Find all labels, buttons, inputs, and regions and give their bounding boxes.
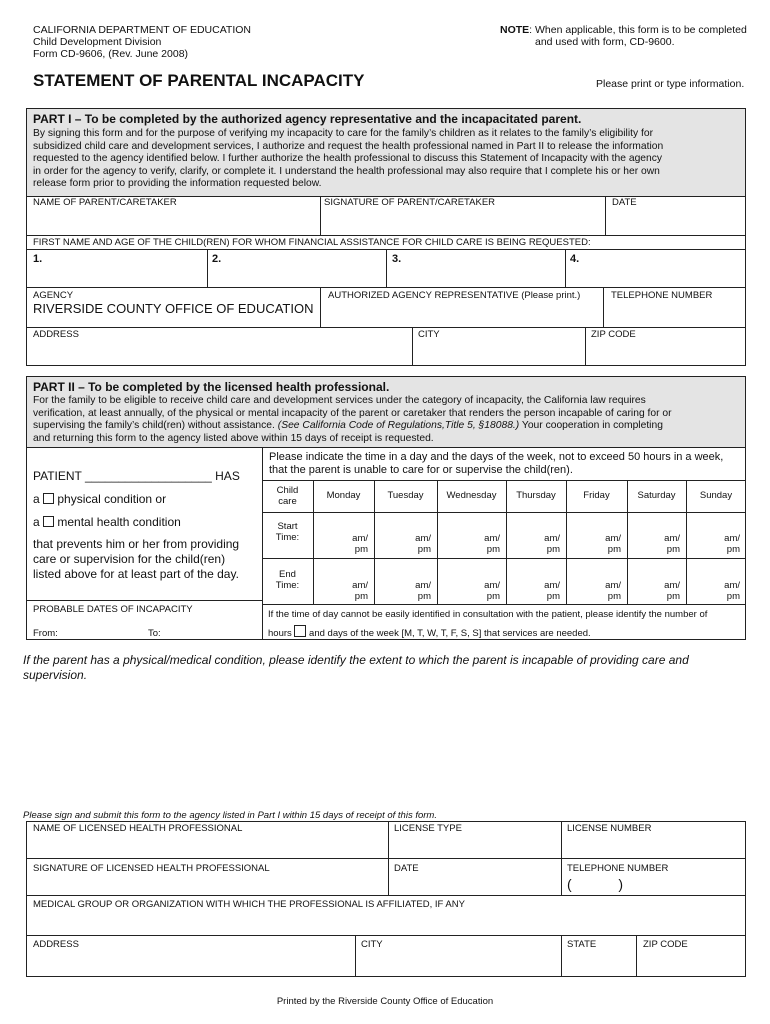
child-1-number: 1. [33,253,43,265]
schedule-instruction-line: Please indicate the time in a day and the days of the week, not to exceed 50 hours in a week, [269,451,724,463]
row-header-line: care [278,496,297,507]
physical-option [33,492,166,506]
am-label: am/ [605,533,621,544]
am-label: am/ [664,580,680,591]
parent-signature-label: SIGNATURE OF PARENT/CARETAKER [324,197,496,208]
day-friday: Friday [583,490,610,501]
child-2-field[interactable] [225,252,383,284]
hp-state-label: STATE [567,939,597,950]
part2-text-segment: supervising the family’s child(ren) without assistance. [33,420,278,432]
day-sunday: Sunday [699,490,733,501]
child-1-field[interactable] [46,252,204,284]
mental-label: mental health condition [57,515,181,529]
am-label: am/ [724,533,740,544]
child-care-row-header [262,485,313,507]
part1-text-line: subsidized child care and development services, I authorize and request the health professional named in Part II to release the information [33,140,664,152]
hp-zip-label: ZIP CODE [643,939,688,950]
end-time-cell[interactable] [374,580,431,602]
note-text: : When applicable, this form is to be completed [529,24,747,36]
start-time-cell[interactable] [686,533,740,555]
agency-phone-field[interactable] [607,304,743,324]
agency-value[interactable]: RIVERSIDE COUNTY OFFICE OF EDUCATION [33,301,314,316]
start-time-cell[interactable] [506,533,560,555]
prevents-line: listed above for at least part of the day. [33,567,239,581]
pm-label: pm [354,591,368,602]
medical-group-label: MEDICAL GROUP OR ORGANIZATION WITH WHICH THE PROFESSIONAL IS AFFILIATED, IF ANY [33,899,465,910]
day-monday: Monday [326,490,361,501]
hp-signature-field[interactable] [30,874,385,893]
day-saturday: Saturday [637,490,676,501]
print-hint: Please print or type information. [596,78,745,90]
start-time-cell[interactable] [627,533,680,555]
am-label: am/ [605,580,621,591]
hp-signature-label: SIGNATURE OF LICENSED HEALTH PROFESSIONAL [33,863,270,874]
pm-label: pm [486,591,500,602]
patient-line: PATIENT ___________________ HAS [33,469,240,483]
division-name: Child Development Division [33,36,162,48]
child-2-number: 2. [212,253,222,265]
agency-address-field[interactable] [30,342,409,362]
part2-text-line [33,420,743,433]
children-label: FIRST NAME AND AGE OF THE CHILD(REN) FOR WHOM FINANCIAL ASSISTANCE FOR CHILD CARE IS BEING REQUESTED: [33,237,591,248]
printed-by-footer: Printed by the Riverside County Office of Education [276,996,494,1007]
agency-zip-label: ZIP CODE [591,329,636,340]
pm-label: pm [546,591,560,602]
hp-name-field[interactable] [30,836,385,856]
part2-text-line: verification, at least annually, of the physical or mental incapacity of the parent or caretaker that renders the person incapable of caring for or [33,407,672,419]
license-type-field[interactable] [392,836,558,856]
sign-note: Please sign and submit this form to the agency listed in Part I within 15 days of receipt of this form. [23,810,437,821]
end-time-cell[interactable] [313,580,368,602]
parent-date-field[interactable] [609,210,743,232]
am-label: am/ [352,580,368,591]
pm-label: pm [417,544,431,555]
am-label: am/ [352,533,368,544]
end-time-cell[interactable] [506,580,560,602]
schedule-instructions [269,451,723,477]
physical-extent-line: If the parent has a physical/medical condition, please identify the extent to which the parent is incapable of providing care and [23,653,689,667]
row-header-line: Time: [275,532,300,543]
agency-city-field[interactable] [416,342,582,362]
row-header-line: End [279,569,296,580]
agency-address-label: ADDRESS [33,329,79,340]
am-label: am/ [415,580,431,591]
pm-label: pm [666,544,680,555]
hp-state-field[interactable] [565,952,633,974]
pm-label: pm [726,591,740,602]
prevents-line: care or supervision for the child(ren) [33,552,226,566]
row-header-line: Time: [275,580,300,591]
schedule-instruction-line: that the parent is unable to care for or supervise the child(ren). [269,464,573,476]
am-label: am/ [544,533,560,544]
dept-name: CALIFORNIA DEPARTMENT OF EDUCATION [33,24,251,36]
note-label: NOTE [500,24,530,36]
parent-name-field[interactable] [30,210,316,232]
license-type-label: LICENSE TYPE [394,823,462,834]
to-date-field[interactable] [165,622,259,638]
prevents-line: that prevents him or her from providing [33,537,240,551]
child-4-number: 4. [570,253,580,265]
row-header-line: Start [277,521,298,532]
end-time-cell[interactable] [566,580,621,602]
day-thursday: Thursday [516,490,556,501]
hours-box[interactable] [294,625,306,637]
start-time-cell[interactable] [313,533,368,555]
note [500,24,747,36]
am-label: am/ [484,533,500,544]
am-label: am/ [544,580,560,591]
part2-text-segment: Your cooperation in completing [519,420,663,432]
part1-text-line: in order for the agency to verify, clarify, or complete it. I understand the health professional may also require that I complete his or her own [33,165,660,177]
agency-city-label: CITY [418,329,440,340]
start-time-cell[interactable] [566,533,621,555]
from-label: From: [33,628,58,639]
child-4-field[interactable] [583,252,743,284]
cannot-identify-text: If the time of day cannot be easily identified in consultation with the patient, please identify the number of [268,609,708,620]
physical-checkbox[interactable] [43,493,54,504]
pm-label: pm [726,544,740,555]
hp-phone-label: TELEPHONE NUMBER [567,863,669,874]
part1-text-line: release form prior to providing the information requested below. [33,178,322,190]
part2-text [33,395,743,445]
hp-date-field[interactable] [392,874,558,893]
pm-label: pm [607,591,621,602]
to-label: To: [148,628,161,639]
prevents-text [33,537,239,582]
hours-label: hours [268,628,292,639]
physical-a: a [33,492,40,506]
physical-extent-field[interactable] [23,688,745,806]
license-number-label: LICENSE NUMBER [567,823,652,834]
end-time-cell[interactable] [686,580,740,602]
day-wednesday: Wednesday [446,490,497,501]
hp-city-field[interactable] [359,952,558,974]
hp-phone-field[interactable]: ( ) [567,876,623,892]
medical-group-field[interactable] [30,912,743,932]
hours-line [268,625,591,639]
part2-title: PART II – To be completed by the licensed health professional. [33,380,390,394]
am-label: am/ [415,533,431,544]
start-time-cell[interactable] [374,533,431,555]
parent-name-label: NAME OF PARENT/CARETAKER [33,197,177,208]
from-date-field[interactable] [62,622,144,638]
page-title: STATEMENT OF PARENTAL INCAPACITY [33,71,365,90]
part1-title: PART I – To be completed by the authorized agency representative and the incapacitated parent. [33,112,582,126]
pm-label: pm [666,591,680,602]
start-time-cell[interactable] [437,533,500,555]
physical-extent-line: supervision. [23,668,88,682]
hp-address-label: ADDRESS [33,939,79,950]
hp-date-label: DATE [394,863,419,874]
am-label: am/ [664,533,680,544]
regulation-citation: (See California Code of Regulations,Title 5, §18088.) [277,420,520,432]
agency-phone-label: TELEPHONE NUMBER [611,290,713,301]
days-of-week-text: and days of the week [M, T, W, T, F, S, S] that services are needed. [309,628,591,639]
hp-zip-field[interactable] [640,952,743,974]
mental-a: a [33,515,40,529]
parent-date-label: DATE [612,197,637,208]
pm-label: pm [546,544,560,555]
part1-text [33,128,743,191]
hp-city-label: CITY [361,939,383,950]
child-3-number: 3. [392,253,402,265]
hp-address-field[interactable] [30,952,352,974]
physical-label: physical condition or [57,492,167,506]
agency-rep-field[interactable] [324,304,600,324]
probable-dates-label: PROBABLE DATES OF INCAPACITY [33,604,193,615]
hp-name-label: NAME OF LICENSED HEALTH PROFESSIONAL [33,823,243,834]
pm-label: pm [354,544,368,555]
agency-label: AGENCY [33,290,74,301]
end-time-cell[interactable] [627,580,680,602]
physical-extent-prompt [23,653,689,683]
am-label: am/ [484,580,500,591]
part2-text-line: and returning this form to the agency listed above within 15 days of receipt is requested. [33,432,434,444]
part2-text-line: For the family to be eligible to receive child care and development services under the category of incapacity, the California law requires [33,395,646,406]
note-text-2: and used with form, CD-9600. [535,36,675,48]
part1-text-line: By signing this form and for the purpose of verifying my incapacity to care for the family’s children as it relates to the family’s eligibility for [33,128,653,139]
agency-rep-label: AUTHORIZED AGENCY REPRESENTATIVE (Please print.) [328,290,581,301]
end-time-cell[interactable] [437,580,500,602]
pm-label: pm [607,544,621,555]
day-tuesday: Tuesday [387,490,424,501]
form-number: Form CD-9606, (Rev. June 2008) [33,48,189,60]
license-number-field[interactable] [565,836,743,856]
pm-label: pm [486,544,500,555]
part1-text-line: requested to the agency identified below. I further authorize the health professional to discuss this Statement of Incapacity with the agency [33,153,663,165]
mental-option [33,515,181,529]
am-label: am/ [724,580,740,591]
mental-checkbox[interactable] [43,516,54,527]
start-time-row-header [262,521,313,543]
pm-label: pm [417,591,431,602]
row-header-line: Child [276,485,299,496]
agency-zip-field[interactable] [589,342,743,362]
child-3-field[interactable] [405,252,562,284]
end-time-row-header [262,569,313,591]
parent-signature-field[interactable] [324,210,602,232]
